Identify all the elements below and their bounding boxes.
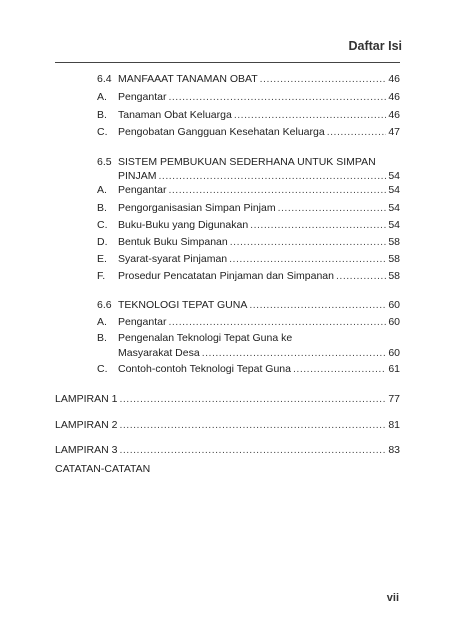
page-header-title: Daftar Isi	[348, 39, 402, 53]
toc-entry-page: 54	[388, 184, 400, 196]
toc-entry-page: 77	[388, 393, 400, 405]
item-letter: A.	[97, 91, 107, 103]
toc-entry-label: Bentuk Buku Simpanan	[118, 236, 228, 248]
item-letter: E.	[97, 253, 107, 265]
dot-leader	[202, 347, 387, 360]
toc-entry-6-6-b[interactable]	[118, 347, 400, 360]
item-letter: A.	[97, 184, 107, 196]
dot-leader	[278, 202, 387, 215]
dot-leader	[119, 393, 386, 406]
toc-entry-page: 46	[388, 73, 400, 85]
item-letter: B.	[97, 332, 107, 344]
toc-entry-label: Pengorganisasian Simpan Pinjam	[118, 202, 276, 214]
toc-entry-6-4-a[interactable]	[118, 91, 400, 104]
item-letter: C.	[97, 126, 108, 138]
dot-leader	[119, 419, 386, 432]
toc-entry-label: PINJAM	[118, 170, 157, 182]
toc-entry-page: 54	[388, 219, 400, 231]
dot-leader	[168, 316, 386, 329]
toc-entry-label: Pengantar	[118, 184, 167, 196]
toc-entry-6-6[interactable]	[118, 299, 400, 312]
dot-leader	[336, 270, 386, 283]
dot-leader	[250, 219, 386, 232]
toc-entry-label: TEKNOLOGI TEPAT GUNA	[118, 299, 248, 311]
item-letter: F.	[97, 270, 106, 282]
page-number: vii	[386, 592, 399, 604]
dot-leader	[327, 126, 387, 139]
toc-entry-page: 58	[388, 253, 400, 265]
toc-entry-label: Contoh-contoh Teknologi Tepat Guna	[118, 363, 291, 375]
toc-entry-6-5-a[interactable]	[118, 184, 400, 197]
toc-entry-page: 54	[388, 170, 400, 182]
item-letter: A.	[97, 316, 107, 328]
toc-entry-page: 81	[388, 419, 400, 431]
dot-leader	[249, 299, 386, 312]
dot-leader	[229, 253, 386, 266]
dot-leader	[159, 170, 387, 183]
toc-entry-page: 58	[388, 270, 400, 282]
toc-entry-6-5-f[interactable]	[118, 270, 400, 283]
toc-entry-lampiran-2[interactable]	[55, 419, 400, 432]
toc-entry-label: Buku-Buku yang Digunakan	[118, 219, 249, 231]
item-letter: B.	[97, 109, 107, 121]
item-letter: D.	[97, 236, 108, 248]
toc-entry-6-4-b[interactable]	[118, 109, 400, 122]
dot-leader	[234, 109, 386, 122]
toc-entry-page: 46	[388, 91, 400, 103]
dot-leader	[119, 444, 386, 457]
toc-entry-6-5-d[interactable]	[118, 236, 400, 249]
dot-leader	[168, 184, 386, 197]
toc-entry-6-5-b[interactable]	[118, 202, 400, 215]
dot-leader	[293, 363, 386, 376]
toc-entry-catatan[interactable]: CATATAN-CATATAN	[55, 463, 151, 475]
toc-entry-label-line1[interactable]: Pengenalan Teknologi Tepat Guna ke	[118, 332, 293, 344]
toc-entry-label: Syarat-syarat Pinjaman	[118, 253, 228, 265]
toc-entry-page: 58	[388, 236, 400, 248]
dot-leader	[230, 236, 387, 249]
toc-entry-6-4[interactable]	[118, 73, 400, 86]
toc-entry-6-6-a[interactable]	[118, 316, 400, 329]
toc-entry-lampiran-1[interactable]	[55, 393, 400, 406]
dot-leader	[260, 73, 387, 86]
item-letter: C.	[97, 363, 108, 375]
toc-entry-6-4-c[interactable]	[118, 126, 400, 139]
toc-entry-page: 61	[388, 363, 400, 375]
toc-entry-6-5-e[interactable]	[118, 253, 400, 266]
toc-entry-label: Pengantar	[118, 316, 167, 328]
toc-entry-label: Pengantar	[118, 91, 167, 103]
toc-entry-page: 54	[388, 202, 400, 214]
item-letter: B.	[97, 202, 107, 214]
toc-entry-6-6-c[interactable]	[118, 363, 400, 376]
toc-entry-label: Prosedur Pencatatan Pinjaman dan Simpanan	[118, 270, 334, 282]
header-rule	[55, 62, 400, 63]
toc-entry-page: 47	[388, 126, 400, 138]
toc-entry-page: 46	[388, 109, 400, 121]
toc-entry-label: Masyarakat Desa	[118, 347, 200, 359]
toc-entry-label: Pengobatan Gangguan Kesehatan Keluarga	[118, 126, 325, 138]
dot-leader	[168, 91, 386, 104]
toc-entry-page: 60	[388, 316, 400, 328]
toc-entry-label: LAMPIRAN 1	[55, 393, 118, 405]
section-number: 6.6	[97, 299, 112, 311]
toc-entry-label: Tanaman Obat Keluarga	[118, 109, 232, 121]
item-letter: C.	[97, 219, 108, 231]
toc-entry-lampiran-3[interactable]	[55, 444, 400, 457]
section-number: 6.4	[97, 73, 112, 85]
toc-entry-label: LAMPIRAN 2	[55, 419, 118, 431]
section-number: 6.5	[97, 156, 112, 168]
toc-entry-page: 60	[388, 347, 400, 359]
toc-entry-label: LAMPIRAN 3	[55, 444, 118, 456]
toc-entry-6-5[interactable]	[118, 170, 400, 183]
toc-entry-page: 83	[388, 444, 400, 456]
toc-entry-page: 60	[388, 299, 400, 311]
toc-entry-label: MANFAAAT TANAMAN OBAT	[118, 73, 258, 85]
toc-entry-6-5-c[interactable]	[118, 219, 400, 232]
toc-entry-label-line1[interactable]: SISTEM PEMBUKUAN SEDERHANA UNTUK SIMPAN	[118, 156, 376, 168]
